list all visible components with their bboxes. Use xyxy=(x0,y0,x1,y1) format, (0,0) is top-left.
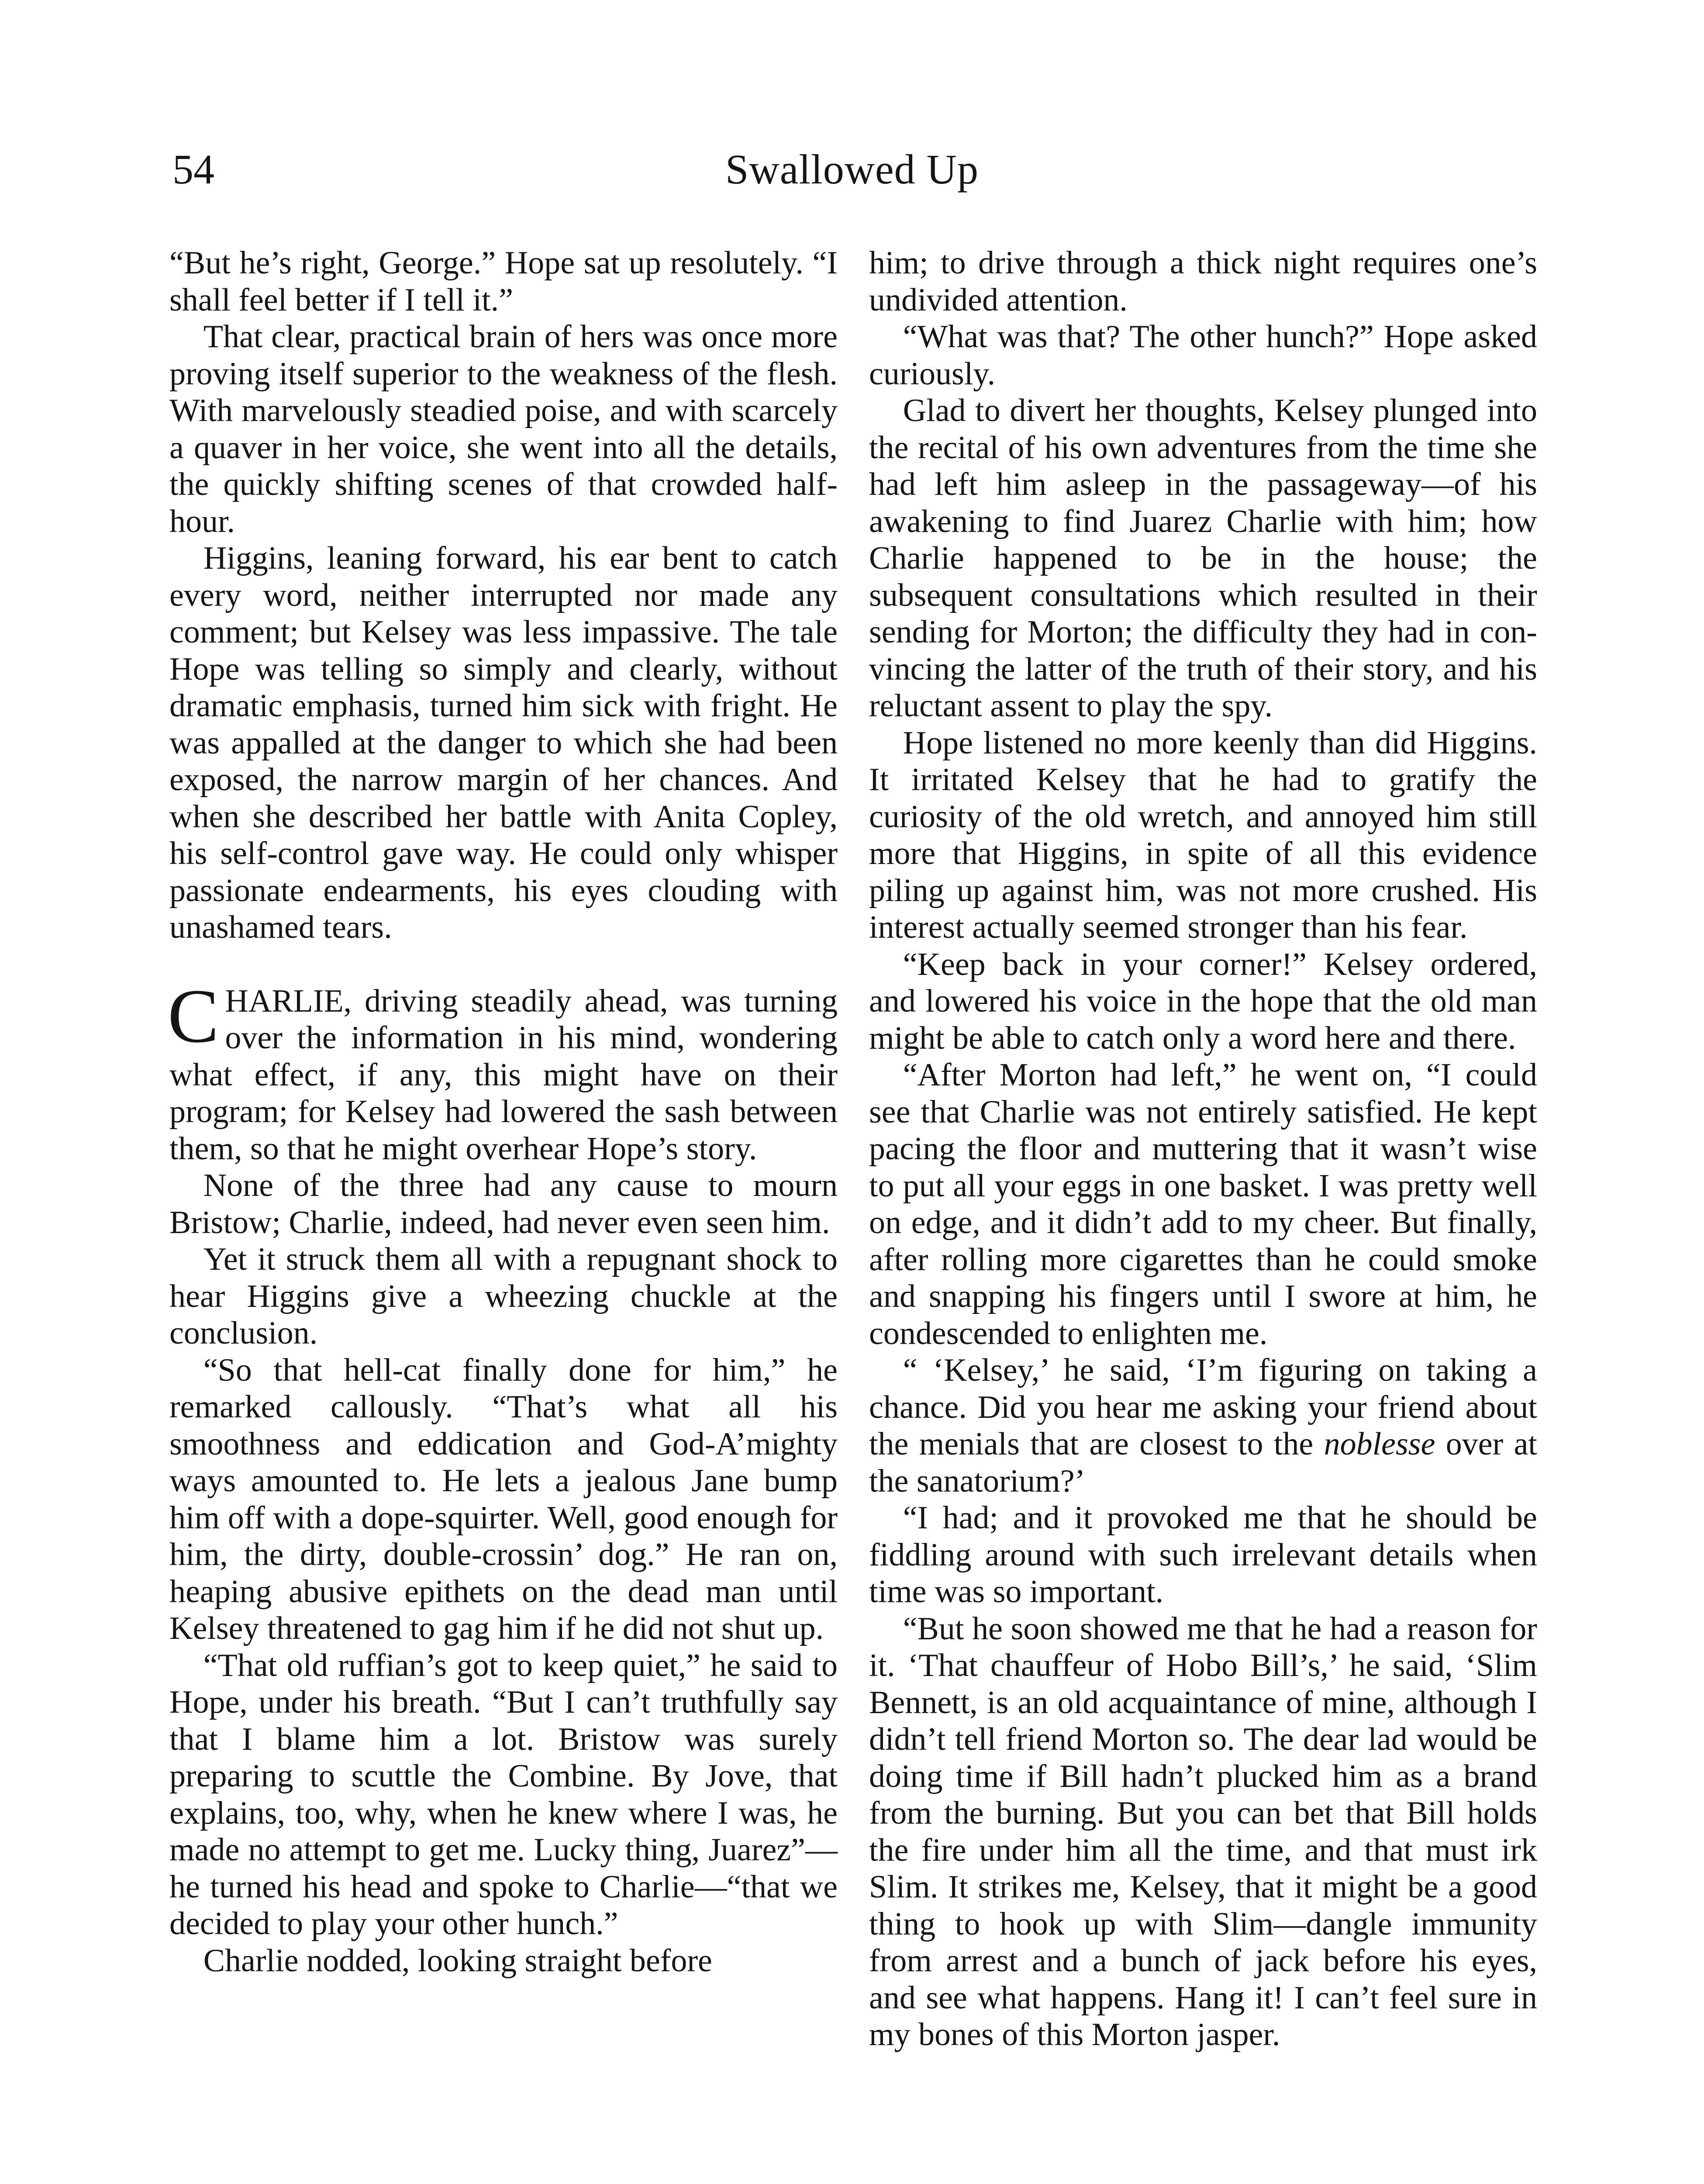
paragraph: “After Morton had left,” he went on, “I could see that Charlie was not entirely satisfied. He kept pacing the floor and muttering that it wasn’t wise to put all your eggs in one basket. I was pretty well on edge, and it didn’t add to my cheer. But finally, after rolling more cigarettes than he could smoke and snapping his fingers until I swore at him, he condescended to enlighten me. xyxy=(869,1057,1537,1351)
paragraph: “That old ruffian’s got to keep quiet,” he said to Hope, under his breath. “But I can’t truthfully say that I blame him a lot. Bristow was surely preparing to scuttle the Combine. By Jove, that explains, too, why, when he knew where I was, he made no attempt to get me. Lucky thing, Juarez”—he turned his head and spoke to Charlie—“that we decided to play your other hunch.” xyxy=(169,1647,838,1942)
drop-cap: C xyxy=(168,973,219,1059)
paragraph: “I had; and it provoked me that he should be fiddling around with such irrelevant details when time was so important. xyxy=(869,1500,1537,1610)
paragraph: “Keep back in your corner!” Kelsey ordered, and lowered his voice in the hope that the old man might be able to catch only a word here and there. xyxy=(869,946,1537,1056)
paragraph-text: HARLIE, driving steadily ahead, was turning over the information in his mind, wondering what effect, if any, this might have on their program; for Kelsey had lowered the sash between them, so that he might overhear Hope’s story. xyxy=(169,983,838,1167)
italic-word: noblesse xyxy=(1324,1426,1435,1462)
section-start-paragraph xyxy=(168,973,838,1168)
left-column xyxy=(169,245,838,1979)
right-column xyxy=(869,245,1537,2053)
paragraph: Higgins, leaning forward, his ear bent to catch every word, neither interrupted nor made any comment; but Kelsey was less impassive. The tale Hope was telling so simply and clearly, without dramatic emphasis, turned him sick with fright. He was appalled at the danger to which she had been exposed, the narrow margin of her chances. And when she described her battle with Anita Copley, his self-control gave way. He could only whisper passionate endearments, his eyes clouding with unashamed tears. xyxy=(169,540,838,945)
paragraph: “But he soon showed me that he had a reason for it. ‘That chauffeur of Hobo Bill’s,’ he said, ‘Slim Bennett, is an old acquaintance of mine, although I didn’t tell friend Morton so. The dear lad would be doing time if Bill hadn’t plucked him as a brand from the burning. But you can bet that Bill holds the fire under him all the time, and that must irk Slim. It strikes me, Kelsey, that it might be a good thing to hook up with Slim—dangle immunity from arrest and a bunch of jack before his eyes, and see what happens. Hang it! I can’t feel sure in my bones of this Morton jasper. xyxy=(869,1610,1537,2053)
running-head-title: Swallowed Up xyxy=(725,146,979,193)
paragraph: him; to drive through a thick night requires one’s undivided attention. xyxy=(869,245,1537,318)
paragraph: None of the three had any cause to mourn Bristow; Charlie, indeed, had never even seen him. xyxy=(169,1168,838,1241)
paragraph: Charlie nodded, looking straight before xyxy=(203,1942,712,1979)
paragraph: Glad to divert her thoughts, Kelsey plunged into the recital of his own adventures from the time she had left him asleep in the passageway—of his awakening to find Juarez Charlie with him; how Charlie happened to be in the house; the subsequent consultations which resulted in their sending for Morton; the difficulty they had in convincing the latter of the truth of their story, and his reluctant assent to play the spy. xyxy=(869,393,1537,724)
paragraph: “What was that? The other hunch?” Hope asked curiously. xyxy=(869,319,1537,392)
paragraph: “But he’s right, George.” Hope sat up resolutely. “I shall feel better if I tell it.” xyxy=(169,245,838,318)
paragraph: “ ‘Kelsey,’ he said, ‘I’m figuring on taking a chance. Did you hear me asking your friend about the menials that are closest to the noblesse over at the sanatorium?’ xyxy=(869,1352,1537,1499)
paragraph: That clear, practical brain of hers was once more proving itself superior to the weakness of the flesh. With marvelously steadied poise, and with scarcely a quaver in her voice, she went into all the details, the quickly shifting scenes of that crowded half-hour. xyxy=(169,319,838,539)
paragraph: “So that hell-cat finally done for him,” he remarked callously. “That’s what all his smoothness and eddication and God-A’mighty ways amounted to. He lets a jealous Jane bump him off with a dope-squirter. Well, good enough for him, the dirty, double-crossin’ dog.” He ran on, heaping abusive epithets on the dead man until Kelsey threatened to gag him if he did not shut up. xyxy=(169,1352,838,1646)
paragraph: Yet it struck them all with a repugnant shock to hear Higgins give a wheezing chuckle at the conclusion. xyxy=(169,1241,838,1351)
page-number: 54 xyxy=(172,146,214,193)
paragraph: Hope listened no more keenly than did Higgins. It irritated Kelsey that he had to gratify the curiosity of the old wretch, and annoyed him still more that Higgins, in spite of all this evidence piling up against him, was not more crushed. His interest actually seemed stronger than his fear. xyxy=(869,725,1537,945)
